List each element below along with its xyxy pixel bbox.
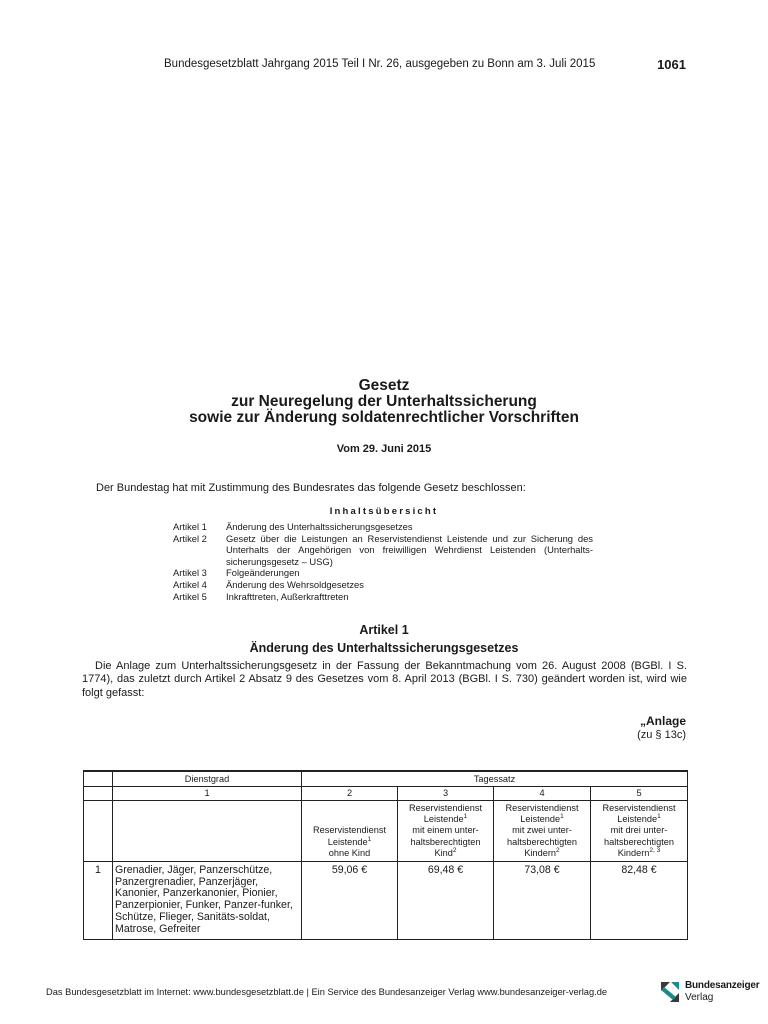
col5-line2	[592, 814, 686, 825]
col4-line5	[495, 848, 589, 859]
col-number: 2	[302, 787, 398, 801]
col4-line5-text: Kindern	[524, 847, 557, 858]
col3-footnote: 1	[463, 813, 468, 821]
table-header-row	[84, 771, 688, 787]
page-number: 1061	[657, 57, 686, 72]
col3-line2-text: Leistende	[423, 814, 464, 825]
col4-line2	[495, 814, 589, 825]
toc-text: Gesetz über die Leistungen an Reservistendienst Leistende und zur Sicherung des Unterhalts der Angehörigen von freiwilligen Wehrdienst Leistenden (Unterhalts-sicherungsgesetz – USG)	[226, 532, 593, 567]
col5-footnote2: 2, 3	[649, 846, 661, 854]
toc-article: Artikel 3	[173, 567, 207, 579]
tagessatz-table	[83, 770, 688, 940]
col-number: 3	[398, 787, 494, 801]
row-value-col3: 69,48 €	[398, 862, 494, 940]
law-title-line1: Gesetz	[358, 377, 410, 394]
toc-item	[173, 521, 593, 533]
law-title-line2: zur Neuregelung der Unterhaltssicherung	[231, 393, 537, 410]
col5-header	[591, 801, 688, 862]
col5-line4: haltsberechtigten	[604, 836, 674, 847]
article-body	[82, 660, 687, 700]
col2-line3: ohne Kind	[328, 847, 371, 858]
col3-line2	[399, 814, 492, 825]
col3-line4: haltsberechtigten	[410, 836, 481, 847]
toc-text: Inkrafttreten, Außerkrafttreten	[226, 590, 349, 602]
toc-article: Artikel 1	[173, 521, 207, 532]
col5-line2-text: Leistende	[617, 814, 658, 825]
col5-line3: mit drei unter-	[610, 825, 668, 836]
toc-item	[173, 533, 593, 568]
row-number: 1	[84, 862, 113, 940]
col4-header	[494, 801, 591, 862]
toc-text: Änderung des Unterhaltssicherungsgesetzes	[226, 521, 413, 532]
col2-line1: Reservistendienst	[312, 825, 387, 836]
toc-article: Artikel 5	[173, 590, 207, 602]
col2-header	[302, 801, 398, 862]
preamble: Der Bundestag hat mit Zustimmung des Bundesrates das folgende Gesetz beschlossen:	[96, 482, 526, 494]
toc-article: Artikel 2	[173, 532, 207, 544]
col-number: 5	[591, 787, 688, 801]
col3-header	[398, 801, 494, 862]
col5-line1: Reservistendienst	[602, 803, 676, 813]
row-value-col2: 59,06 €	[302, 862, 398, 940]
toc-list	[173, 521, 593, 602]
col4-footnote2: 2	[556, 846, 560, 854]
col3-line5	[399, 848, 492, 859]
table-colnum-row	[84, 787, 688, 801]
col3-line3: mit einem unter-	[412, 825, 479, 836]
table-cell-empty	[84, 771, 113, 787]
row-dienstgrad: Grenadier, Jäger, Panzerschütze, Panzergrenadier, Panzerjäger, Kanonier, Panzerkanonier, Pionier, Panzerpionier, Funker, Panzer-funker, Schütze, Flieger, Sanitäts-soldat, Matrose, Gefreiter	[113, 862, 302, 940]
toc-text: Änderung des Wehrsoldgesetzes	[226, 578, 364, 590]
bundesanzeiger-logo-icon	[660, 981, 680, 1003]
col5-line5-text: Kindern	[617, 847, 650, 858]
anlage-label: „Anlage	[639, 714, 686, 728]
toc-heading: Inhaltsübersicht	[329, 506, 439, 517]
col4-line4: haltsberechtigten	[507, 836, 577, 847]
toc-article: Artikel 4	[173, 578, 207, 590]
toc-text: Folgeänderungen	[226, 567, 300, 579]
toc-item	[173, 567, 593, 579]
col2-line2	[303, 837, 396, 848]
toc-item	[173, 591, 593, 603]
table-cell-empty	[113, 801, 302, 862]
col2-footnote: 1	[367, 835, 372, 843]
header-tagessatz: Tagessatz	[302, 771, 688, 787]
toc-item	[173, 579, 593, 591]
article-number: Artikel 1	[359, 623, 409, 637]
col4-line1: Reservistendienst	[505, 803, 579, 813]
article-title: Änderung des Unterhaltssicherungsgesetzes	[249, 641, 519, 655]
header-dienstgrad: Dienstgrad	[113, 771, 302, 787]
col3-line5-text: Kind	[434, 847, 453, 858]
col4-footnote: 1	[560, 813, 564, 821]
law-date: Vom 29. Juni 2015	[336, 443, 432, 455]
col-number: 1	[113, 787, 302, 801]
article-body-text: Die Anlage zum Unterhaltssicherungsgesetz in der Fassung der Bekanntmachung vom 26. August 2008 (BGBl. I S. 1774), das zuletzt durch Artikel 2 Absatz 9 des Gesetzes vom 8. April 2013 (BGBl. I S. 730) geändert worden ist, wird wie folgt gefasst:	[82, 660, 687, 699]
col-number: 4	[494, 787, 591, 801]
col2-line2-text: Leistende	[327, 836, 368, 847]
row-value-col4: 73,08 €	[494, 862, 591, 940]
table-cell-empty	[84, 787, 113, 801]
table-cell-empty	[84, 801, 113, 862]
anlage-reference: (zu § 13c)	[637, 729, 686, 741]
publisher-logo	[660, 978, 768, 1008]
col4-line3: mit zwei unter-	[512, 825, 572, 836]
col4-line2-text: Leistende	[520, 814, 561, 825]
col3-footnote2: 2	[452, 846, 457, 854]
row-value-col5: 82,48 €	[591, 862, 688, 940]
col3-line1: Reservistendienst	[408, 803, 483, 813]
logo-line2: Verlag	[685, 992, 714, 1003]
col5-footnote: 1	[657, 813, 661, 821]
table-subheader-row	[84, 801, 688, 862]
law-title-line3: sowie zur Änderung soldatenrechtlicher Vorschriften	[189, 409, 579, 426]
publication-line: Bundesgesetzblatt Jahrgang 2015 Teil I Nr. 26, ausgegeben zu Bonn am 3. Juli 2015	[164, 58, 596, 70]
logo-line1: Bundesanzeiger	[685, 980, 760, 991]
table-row	[84, 862, 688, 940]
law-title	[0, 378, 768, 426]
col5-line5	[592, 848, 686, 859]
page-footer: Das Bundesgesetzblatt im Internet: www.bundesgesetzblatt.de | Ein Service des Bundesanzeiger Verlag www.bundesanzeiger-verlag.de	[46, 987, 608, 997]
